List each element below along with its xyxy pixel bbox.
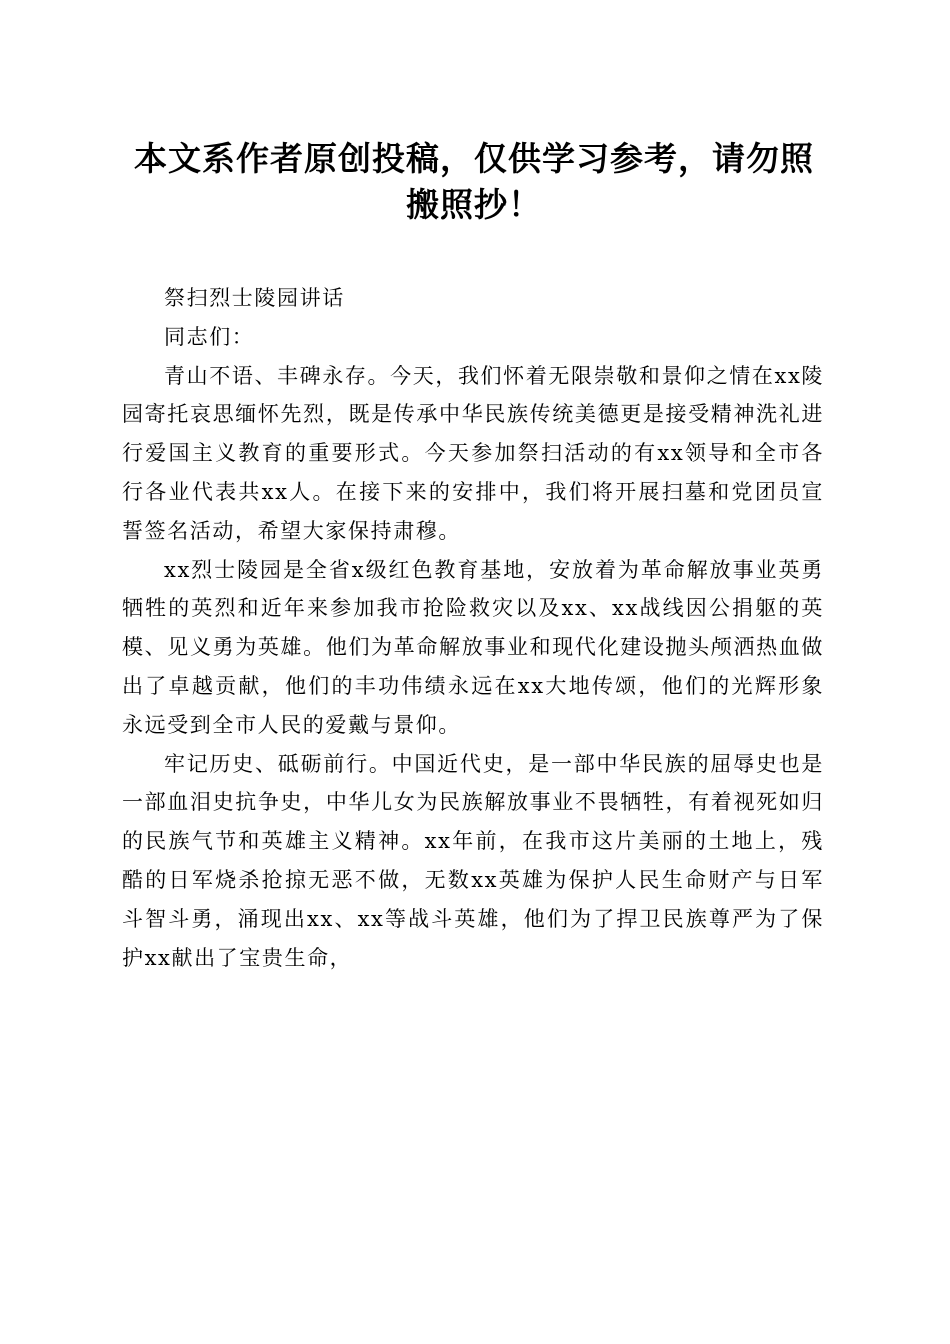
salutation: 同志们： (164, 324, 255, 349)
paragraph-1: 青山不语、丰碑永存。今天，我们怀着无限崇敬和景仰之情在xx陵园寄托哀思缅怀先烈，既是传承中华民族传统美德更是接受精神洗礼进行爱国主义教育的重要形式。今天参加祭扫活动的有xx领导和全市各行各业代表共xx人。在接下来的安排中，我们将开展扫墓和党团员宣誓签名活动，希望大家保持肃穆。 (122, 363, 824, 543)
speech-heading: 祭扫烈士陵园讲话 (164, 286, 345, 310)
paragraph-2: xx烈士陵园是全省x级红色教育基地，安放着为革命解放事业英勇牺牲的英烈和近年来参加我市抢险救灾以及xx、xx战线因公捐躯的英模、见义勇为英雄。他们为革命解放事业和现代化建设抛头颅洒热血做出了卓越贡献，他们的丰功伟绩永远在xx大地传颂，他们的光辉形象永远受到全市人民的爱戴与景仰。 (122, 557, 824, 737)
document-title: 本文系作者原创投稿，仅供学习参考，请勿照搬照抄！ (134, 139, 814, 224)
paragraph-3: 牢记历史、砥砺前行。中国近代史，是一部中华民族的屈辱史也是一部血泪史抗争史，中华儿女为民族解放事业不畏牺牲，有着视死如归的民族气节和英雄主义精神。xx年前，在我市这片美丽的土地上，残酷的日军烧杀抢掠无恶不做，无数xx英雄为保护人民生命财产与日军斗智斗勇，涌现出xx、xx等战斗英雄，他们为了捍卫民族尊严为了保护xx献出了宝贵生命， (122, 751, 824, 970)
document-body (122, 279, 824, 977)
